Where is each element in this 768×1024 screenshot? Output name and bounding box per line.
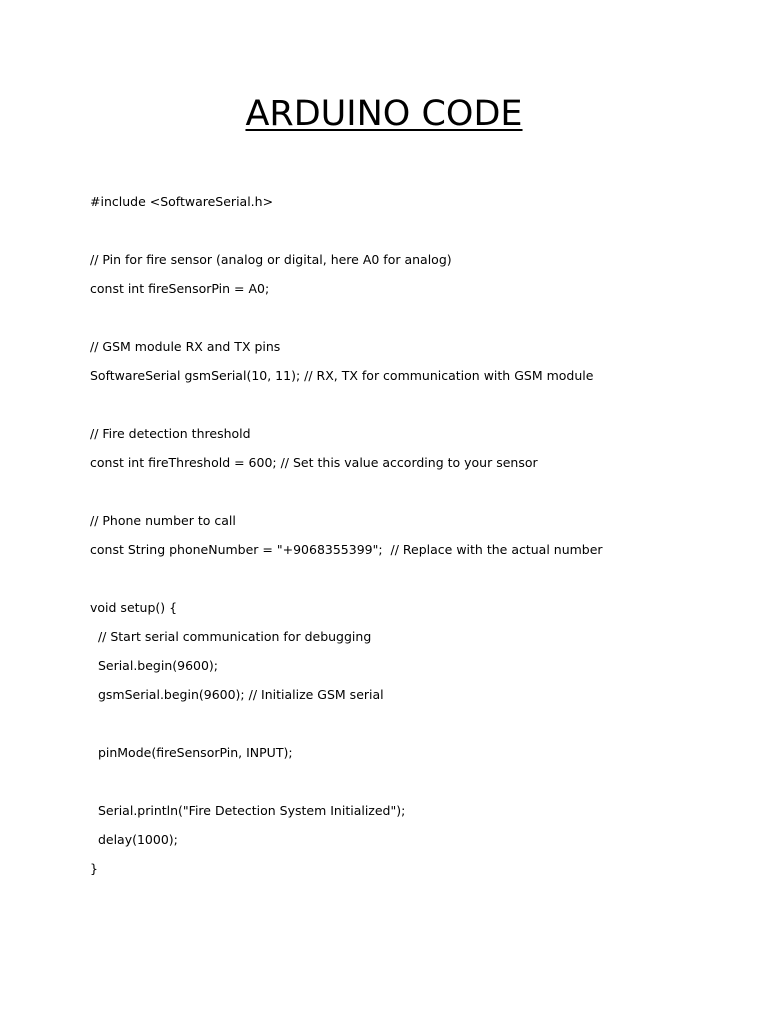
code-line: Serial.begin(9600); — [90, 658, 219, 673]
code-line: // Fire detection threshold — [90, 426, 251, 441]
code-line: // Start serial communication for debugging — [90, 629, 372, 644]
code-line: const String phoneNumber = "+9068355399"; // Replace with the actual number — [90, 542, 603, 557]
code-line: gsmSerial.begin(9600); // Initialize GSM serial — [90, 687, 384, 702]
code-line: const int fireSensorPin = A0; — [90, 281, 270, 296]
code-line — [90, 772, 730, 801]
code-line — [90, 714, 730, 743]
code-line: #include <SoftwareSerial.h> — [90, 194, 274, 209]
code-line: const int fireThreshold = 600; // Set this value according to your sensor — [90, 455, 538, 470]
code-line: } — [90, 861, 98, 876]
code-line — [90, 221, 730, 250]
code-line: pinMode(fireSensorPin, INPUT); — [90, 745, 293, 760]
code-line: Serial.println("Fire Detection System Initialized"); — [90, 803, 406, 818]
code-line: delay(1000); — [90, 832, 178, 847]
code-line: // Phone number to call — [90, 513, 236, 528]
code-line — [90, 395, 730, 424]
page-title: ARDUINO CODE — [245, 94, 523, 134]
code-block — [90, 192, 730, 888]
code-line: SoftwareSerial gsmSerial(10, 11); // RX, TX for communication with GSM module — [90, 368, 594, 383]
code-line — [90, 308, 730, 337]
code-line: void setup() { — [90, 600, 178, 615]
code-line — [90, 569, 730, 598]
code-line — [90, 482, 730, 511]
code-line: // Pin for fire sensor (analog or digital, here A0 for analog) — [90, 252, 452, 267]
code-line: // GSM module RX and TX pins — [90, 339, 281, 354]
